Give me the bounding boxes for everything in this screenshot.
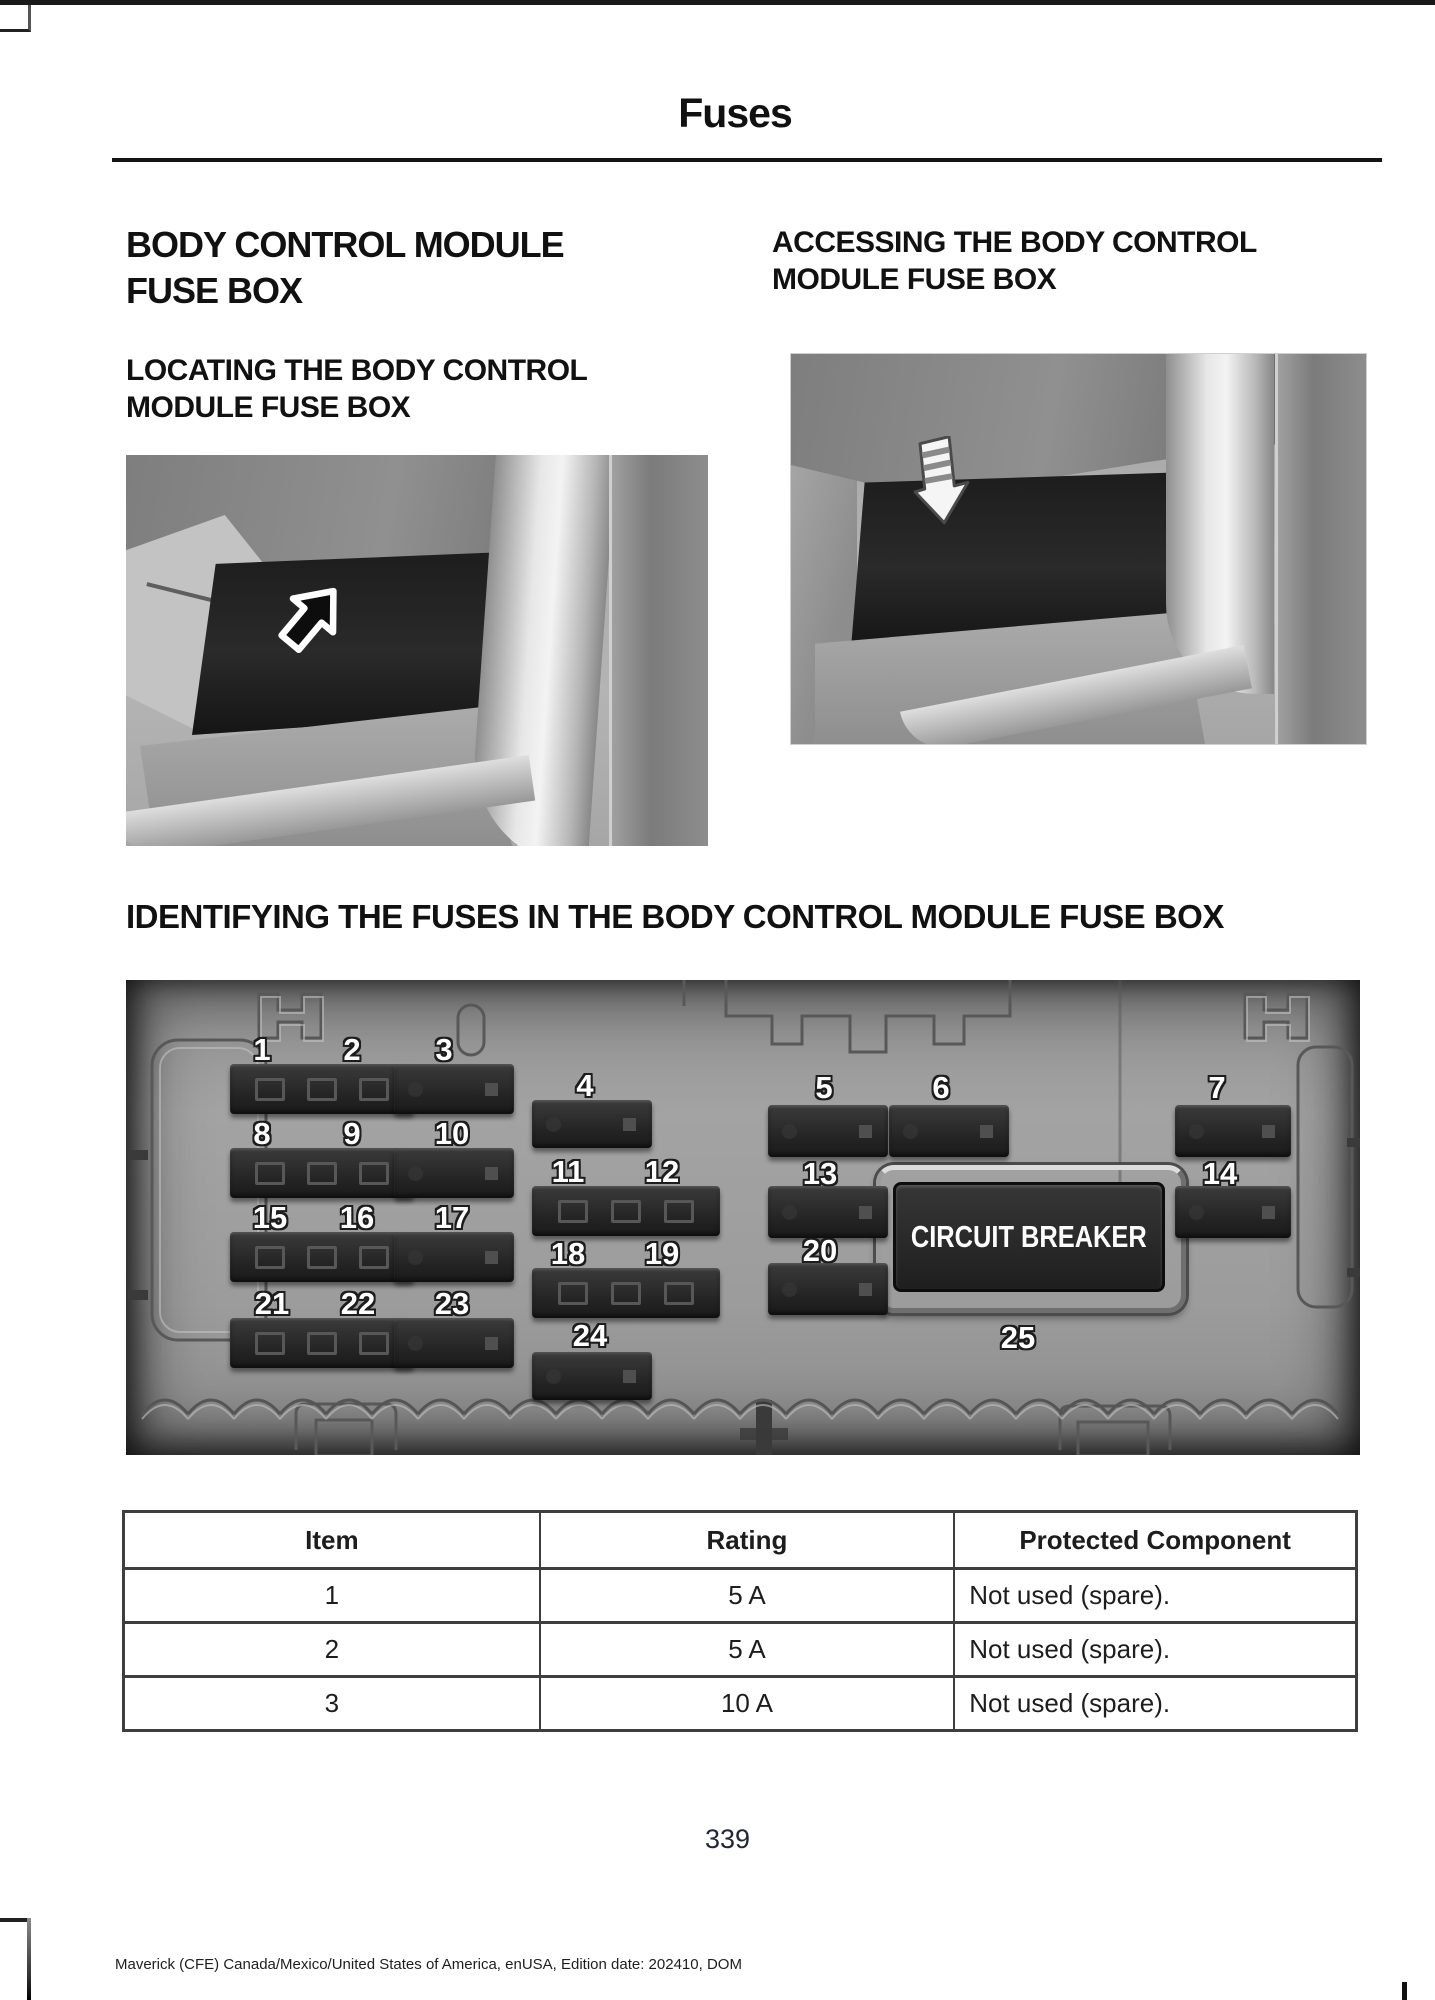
table-cell: 3 — [125, 1675, 541, 1729]
section-heading-line2: FUSE BOX — [126, 270, 303, 311]
locating-heading — [126, 352, 587, 426]
fuse-block — [889, 1105, 1009, 1157]
accessing-heading-line2: MODULE FUSE BOX — [772, 263, 1057, 296]
table-cell: 2 — [125, 1621, 541, 1675]
cursor-arrow-icon — [272, 577, 348, 661]
fuse-number-label: 10 — [434, 1116, 470, 1151]
fuse-number-label: 2 — [343, 1032, 361, 1067]
table-cell: Not used (spare). — [955, 1621, 1355, 1675]
fuse-number-label: 22 — [340, 1286, 376, 1321]
fuse-block — [1175, 1105, 1291, 1157]
fuse-number-label: 5 — [815, 1070, 833, 1105]
fuse-number-label: 19 — [644, 1236, 680, 1271]
fuse-number-label: 3 — [435, 1032, 453, 1067]
fuse-table — [122, 1510, 1358, 1732]
circuit-breaker-housing — [876, 1165, 1186, 1313]
fuse-box-diagram — [126, 980, 1360, 1455]
fuse-block — [394, 1148, 514, 1198]
locating-heading-line2: MODULE FUSE BOX — [126, 391, 411, 424]
fuse-block — [230, 1318, 414, 1368]
fuse-block — [230, 1232, 414, 1282]
locating-heading-line1: LOCATING THE BODY CONTROL — [126, 354, 588, 387]
fuse-number-label: 9 — [343, 1116, 361, 1151]
door-frame — [1275, 354, 1366, 744]
page-top-rule — [0, 0, 1435, 5]
door-sill — [1166, 353, 1274, 694]
fuse-block — [768, 1186, 888, 1238]
fuse-block — [230, 1148, 414, 1198]
fuse-number-label: 4 — [576, 1068, 594, 1103]
table-cell: 5 A — [541, 1621, 956, 1675]
section-heading-line1: BODY CONTROL MODULE — [126, 224, 564, 265]
fuse-number-label: 25 — [1000, 1320, 1036, 1355]
corner-mark-bottom-left — [0, 1918, 30, 1922]
table-header-cell: Protected Component — [1019, 1524, 1291, 1555]
fuse-number-label: 12 — [644, 1154, 680, 1189]
accessing-figure — [790, 353, 1367, 745]
fuse-number-label: 21 — [254, 1286, 290, 1321]
identifying-heading: IDENTIFYING THE FUSES IN THE BODY CONTROL MODULE FUSE BOX — [126, 898, 1224, 935]
circuit-breaker-label: CIRCUIT BREAKER — [911, 1219, 1147, 1254]
circuit-breaker-block — [893, 1182, 1165, 1292]
fuse-number-label: 1 — [253, 1032, 271, 1067]
fuse-number-label: 11 — [551, 1154, 585, 1189]
page-number: 339 — [704, 1824, 751, 1854]
accessing-heading — [772, 224, 1257, 298]
table-cell: 1 — [125, 1567, 541, 1621]
fuse-number-label: 23 — [434, 1286, 470, 1321]
fuse-number-label: 24 — [572, 1318, 608, 1353]
fuse-block — [768, 1105, 888, 1157]
page-title: Fuses — [678, 90, 792, 136]
corner-mark-top-left — [0, 5, 31, 32]
fuse-number-label: 17 — [434, 1200, 470, 1235]
fuse-block — [532, 1268, 720, 1318]
section-heading — [126, 222, 564, 314]
corner-mark-bottom-right — [1402, 1982, 1407, 2000]
locating-figure — [126, 455, 708, 846]
fuse-block — [532, 1352, 652, 1400]
table-cell: 5 A — [541, 1567, 956, 1621]
fuse-number-label: 7 — [1208, 1070, 1226, 1105]
fuse-block — [532, 1100, 652, 1148]
fuse-number-label: 15 — [252, 1200, 288, 1235]
fuse-block — [1175, 1186, 1291, 1238]
table-cell: Not used (spare). — [955, 1567, 1355, 1621]
fuse-number-label: 14 — [1202, 1156, 1238, 1191]
accessing-heading-line1: ACCESSING THE BODY CONTROL — [772, 226, 1257, 259]
fuse-number-label: 18 — [550, 1236, 586, 1271]
fuse-block — [230, 1064, 414, 1114]
fuse-number-label: 16 — [339, 1200, 375, 1235]
fuse-number-label: 8 — [253, 1116, 271, 1151]
title-rule — [112, 158, 1382, 162]
fuse-block — [394, 1064, 514, 1114]
table-cell: Not used (spare). — [955, 1675, 1355, 1729]
table-header-cell: Item — [125, 1513, 541, 1567]
fuse-block — [394, 1232, 514, 1282]
down-arrow-icon — [903, 436, 975, 530]
corner-mark-bottom-left-vertical — [27, 1918, 31, 2000]
fuse-block — [394, 1318, 514, 1368]
table-cell: 10 A — [541, 1675, 956, 1729]
footer-text: Maverick (CFE) Canada/Mexico/United States of America, enUSA, Edition date: 202410, DOM — [115, 1956, 742, 1973]
fuse-number-label: 6 — [932, 1070, 950, 1105]
fuse-block — [768, 1263, 888, 1315]
table-header-cell: Rating — [541, 1513, 956, 1567]
fuse-number-label: 13 — [802, 1156, 838, 1191]
fuse-block — [532, 1186, 720, 1236]
door-frame — [609, 455, 708, 846]
fuse-number-label: 20 — [802, 1233, 838, 1268]
